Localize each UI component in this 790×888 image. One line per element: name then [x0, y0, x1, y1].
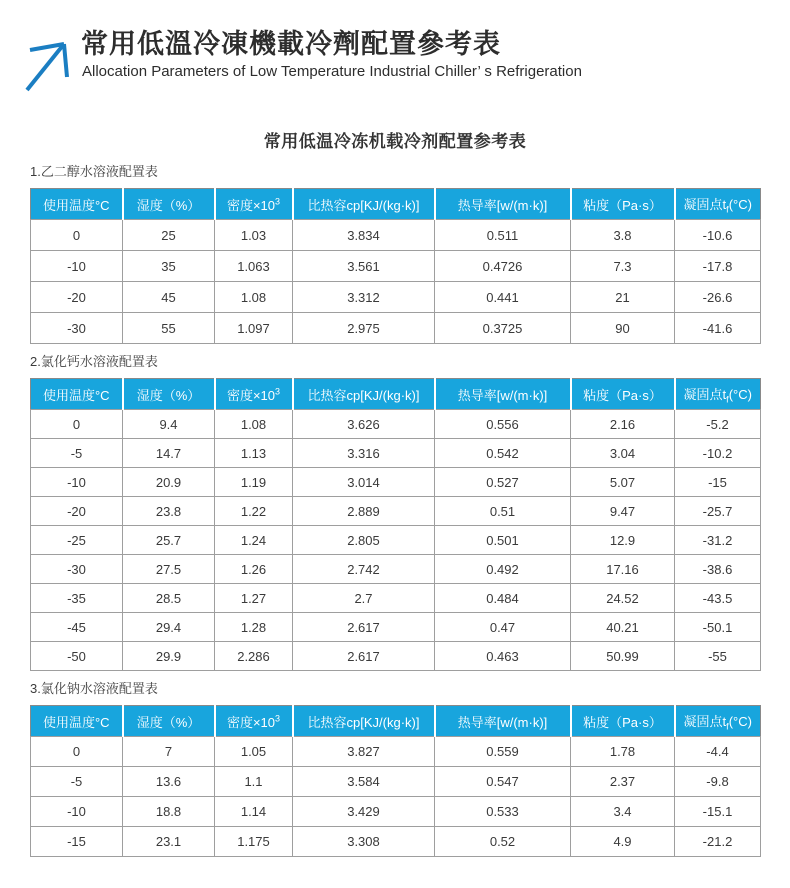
table-cell: 1.28 [215, 613, 293, 642]
table-cell: -45 [31, 613, 123, 642]
column-header: 粘度（Pa·s） [571, 379, 675, 410]
table-cell: 3.4 [571, 797, 675, 827]
table-cell: -10 [31, 468, 123, 497]
column-header: 使用温度°C [31, 379, 123, 410]
table-cell: 29.4 [123, 613, 215, 642]
table-cell: 1.063 [215, 251, 293, 282]
table-cell: 0.47 [435, 613, 571, 642]
table-cell: 0.3725 [435, 313, 571, 344]
table-row [31, 410, 761, 439]
table-cell: 0.556 [435, 410, 571, 439]
table-cell: -17.8 [675, 251, 761, 282]
table-cell: -50 [31, 642, 123, 671]
table-cell: -5 [31, 767, 123, 797]
table-cell: 3.308 [293, 827, 435, 857]
table-cell: 1.14 [215, 797, 293, 827]
table-row [31, 737, 761, 767]
section-label: 3.氯化钠水溶液配置表 [30, 681, 158, 696]
table-cell: 0 [31, 737, 123, 767]
table-cell: 1.78 [571, 737, 675, 767]
table-cell: 17.16 [571, 555, 675, 584]
table-cell: -30 [31, 313, 123, 344]
table-cell: 35 [123, 251, 215, 282]
column-header: 凝固点$t_f(^\circ C)$ [675, 706, 761, 737]
table-cell: 7 [123, 737, 215, 767]
table-header-row [31, 189, 761, 220]
section-ethylene-glycol [30, 163, 760, 344]
table-cell: 40.21 [571, 613, 675, 642]
table-cell: 21 [571, 282, 675, 313]
table-row [31, 613, 761, 642]
table-cell: 1.08 [215, 282, 293, 313]
table-cell: 3.827 [293, 737, 435, 767]
table-cell: 0.527 [435, 468, 571, 497]
table-cell: 0.4726 [435, 251, 571, 282]
calcium-chloride-table [30, 378, 761, 671]
table-cell: 3.429 [293, 797, 435, 827]
table-row [31, 282, 761, 313]
table-cell: 50.99 [571, 642, 675, 671]
table-cell: -21.2 [675, 827, 761, 857]
table-cell: 0.559 [435, 737, 571, 767]
table-cell: 0.501 [435, 526, 571, 555]
section-label: 1.乙二醇水溶液配置表 [30, 164, 158, 179]
table-cell: 3.316 [293, 439, 435, 468]
table-cell: -25 [31, 526, 123, 555]
column-header: 比热容cp[KJ/(kg·k)] [293, 706, 435, 737]
table-cell: 1.097 [215, 313, 293, 344]
table-cell: 2.805 [293, 526, 435, 555]
table-cell: 20.9 [123, 468, 215, 497]
table-cell: 0 [31, 410, 123, 439]
table-cell: 2.975 [293, 313, 435, 344]
table-cell: 3.834 [293, 220, 435, 251]
table-cell: -5.2 [675, 410, 761, 439]
column-header: 凝固点$t_f(^\circ C)$ [675, 379, 761, 410]
table-cell: -10 [31, 251, 123, 282]
table-row [31, 251, 761, 282]
table-cell: 3.014 [293, 468, 435, 497]
table-cell: 0.533 [435, 797, 571, 827]
column-header: 热导率[w/(m·k)] [435, 706, 571, 737]
table-row [31, 439, 761, 468]
column-header: 比热容cp[KJ/(kg·k)] [293, 379, 435, 410]
page-header [0, 0, 790, 94]
ethylene-glycol-table [30, 188, 761, 344]
table-cell: 1.19 [215, 468, 293, 497]
table-cell: 7.3 [571, 251, 675, 282]
table-row [31, 468, 761, 497]
table-cell: -5 [31, 439, 123, 468]
table-cell: 5.07 [571, 468, 675, 497]
table-cell: -50.1 [675, 613, 761, 642]
column-header: 比热容cp[KJ/(kg·k)] [293, 189, 435, 220]
table-cell: 13.6 [123, 767, 215, 797]
table-cell: -15 [675, 468, 761, 497]
table-cell: 1.24 [215, 526, 293, 555]
table-cell: 0.484 [435, 584, 571, 613]
section-label: 2.氯化钙水溶液配置表 [30, 354, 158, 369]
table-cell: 0.511 [435, 220, 571, 251]
table-cell: -43.5 [675, 584, 761, 613]
table-cell: 2.889 [293, 497, 435, 526]
table-cell: -35 [31, 584, 123, 613]
table-cell: 3.312 [293, 282, 435, 313]
table-cell: 14.7 [123, 439, 215, 468]
column-header: 粘度（Pa·s） [571, 706, 675, 737]
table-cell: 1.22 [215, 497, 293, 526]
section-sodium-chloride [30, 680, 760, 857]
table-cell: 0.547 [435, 767, 571, 797]
table-cell: -30 [31, 555, 123, 584]
table-cell: 0 [31, 220, 123, 251]
table-cell: 2.617 [293, 613, 435, 642]
table-cell: 3.8 [571, 220, 675, 251]
table-cell: 1.26 [215, 555, 293, 584]
table-cell: 3.626 [293, 410, 435, 439]
table-cell: -20 [31, 497, 123, 526]
document-body [0, 130, 790, 857]
column-header: 粘度（Pa·s） [571, 189, 675, 220]
column-header: 凝固点$t_f(^\circ C)$ [675, 189, 761, 220]
table-cell: 1.05 [215, 737, 293, 767]
table-cell: -20 [31, 282, 123, 313]
column-header: 湿度（%） [123, 189, 215, 220]
table-cell: 9.47 [571, 497, 675, 526]
table-cell: -31.2 [675, 526, 761, 555]
table-cell: -15.1 [675, 797, 761, 827]
table-cell: 1.1 [215, 767, 293, 797]
table-cell: 27.5 [123, 555, 215, 584]
table-row [31, 797, 761, 827]
table-cell: -15 [31, 827, 123, 857]
table-cell: -25.7 [675, 497, 761, 526]
table-cell: 23.8 [123, 497, 215, 526]
table-row [31, 220, 761, 251]
table-cell: 28.5 [123, 584, 215, 613]
table-cell: 2.7 [293, 584, 435, 613]
table-row [31, 767, 761, 797]
table-cell: -41.6 [675, 313, 761, 344]
table-cell: 90 [571, 313, 675, 344]
column-header: 使用温度°C [31, 706, 123, 737]
table-cell: 29.9 [123, 642, 215, 671]
column-header: 密度$\times 10^3$ [215, 706, 293, 737]
document-title: 常用低温冷冻机载冷剂配置参考表 [263, 132, 527, 151]
table-cell: -10.2 [675, 439, 761, 468]
header-text-block [81, 28, 582, 81]
table-row [31, 313, 761, 344]
table-cell: 1.175 [215, 827, 293, 857]
table-cell: 25 [123, 220, 215, 251]
table-cell: -10.6 [675, 220, 761, 251]
table-cell: 2.16 [571, 410, 675, 439]
column-header: 湿度（%） [123, 706, 215, 737]
table-cell: 1.03 [215, 220, 293, 251]
table-cell: 25.7 [123, 526, 215, 555]
table-row [31, 526, 761, 555]
table-cell: 4.9 [571, 827, 675, 857]
column-header: 密度$\times 10^3$ [215, 189, 293, 220]
table-header-row [31, 379, 761, 410]
table-cell: -4.4 [675, 737, 761, 767]
table-cell: 0.52 [435, 827, 571, 857]
arrow-up-right-icon [20, 30, 72, 94]
table-cell: 18.8 [123, 797, 215, 827]
column-header: 湿度（%） [123, 379, 215, 410]
table-cell: -38.6 [675, 555, 761, 584]
table-cell: 3.584 [293, 767, 435, 797]
column-header: 使用温度°C [31, 189, 123, 220]
table-cell: 55 [123, 313, 215, 344]
column-header: 热导率[w/(m·k)] [435, 189, 571, 220]
table-cell: 9.4 [123, 410, 215, 439]
table-cell: 0.441 [435, 282, 571, 313]
table-cell: 0.492 [435, 555, 571, 584]
table-cell: 3.04 [571, 439, 675, 468]
table-cell: -55 [675, 642, 761, 671]
table-cell: 0.542 [435, 439, 571, 468]
column-header: 热导率[w/(m·k)] [435, 379, 571, 410]
table-cell: 45 [123, 282, 215, 313]
table-row [31, 497, 761, 526]
table-row [31, 827, 761, 857]
column-header: 密度$\times 10^3$ [215, 379, 293, 410]
table-cell: 3.561 [293, 251, 435, 282]
table-cell: 2.37 [571, 767, 675, 797]
table-cell: 0.51 [435, 497, 571, 526]
table-row [31, 584, 761, 613]
section-calcium-chloride [30, 353, 760, 671]
table-cell: 23.1 [123, 827, 215, 857]
table-cell: 24.52 [571, 584, 675, 613]
table-cell: 0.463 [435, 642, 571, 671]
table-cell: -10 [31, 797, 123, 827]
table-row [31, 555, 761, 584]
table-cell: -9.8 [675, 767, 761, 797]
table-cell: 2.286 [215, 642, 293, 671]
page-subtitle: Allocation Parameters of Low Temperature Industrial Chiller’ s Refrigeration [82, 63, 582, 80]
table-cell: 1.13 [215, 439, 293, 468]
page-title: 常用低溫冷凍機載冷劑配置參考表 [81, 29, 501, 59]
table-cell: -26.6 [675, 282, 761, 313]
table-cell: 1.08 [215, 410, 293, 439]
table-cell: 2.742 [293, 555, 435, 584]
table-cell: 1.27 [215, 584, 293, 613]
sodium-chloride-table [30, 705, 761, 857]
table-cell: 2.617 [293, 642, 435, 671]
table-header-row [31, 706, 761, 737]
table-cell: 12.9 [571, 526, 675, 555]
table-row [31, 642, 761, 671]
